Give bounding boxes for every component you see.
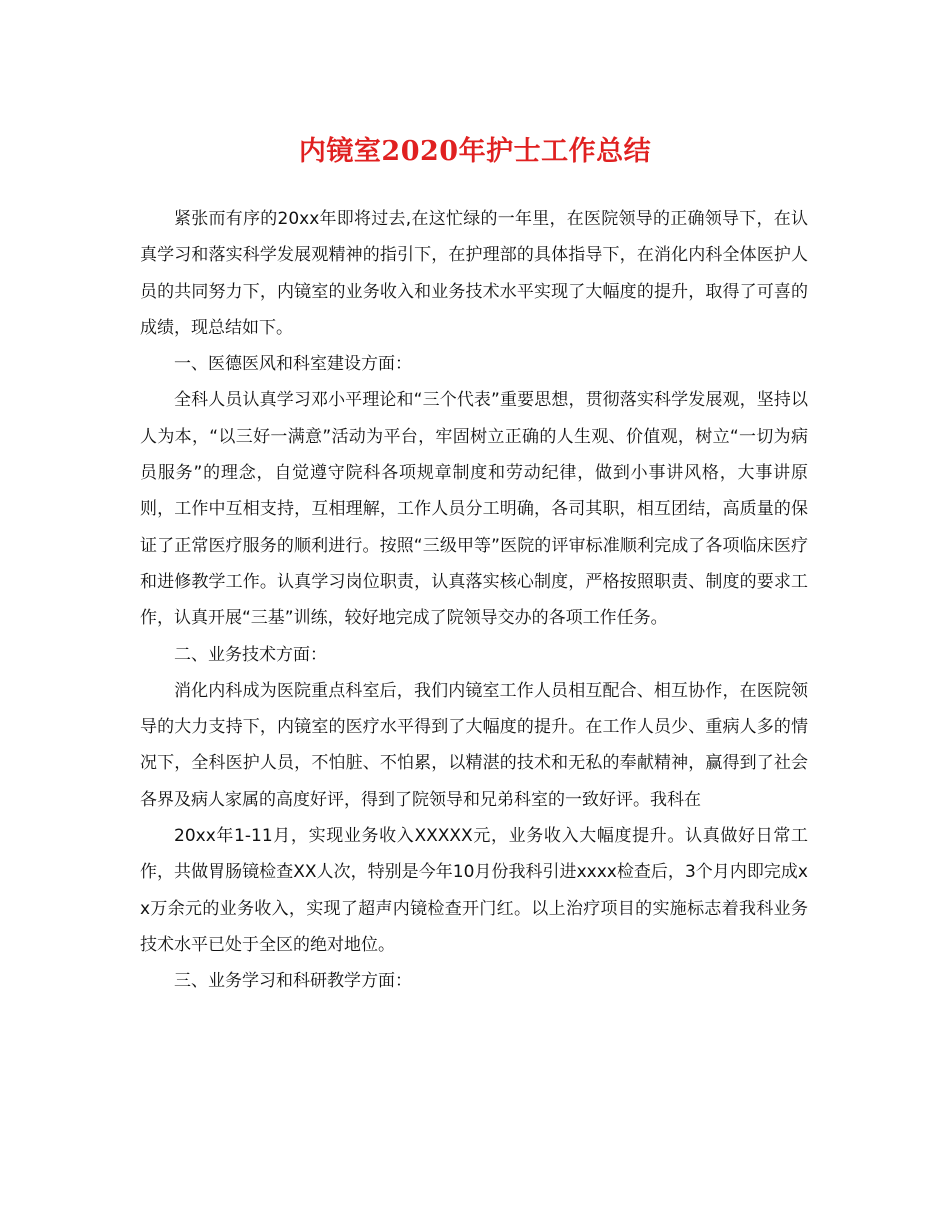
document-body [140, 201, 808, 1000]
document-title: 内镜室2020年护士工作总结 [298, 136, 652, 167]
paragraph-technique: 消化内科成为医院重点科室后，我们内镜室工作人员相互配合、相互协作，在医院领导的大力支持下，内镜室的医疗水平得到了大幅度的提升。在工作人员少、重病人多的情况下，全科医护人员，不怕脏、不怕累，以精湛的技术和无私的奉献精神，赢得到了社会各界及病人家属的高度好评，得到了院领导和兄弟科室的一致好评。我科在 [140, 680, 808, 810]
paragraph-revenue: 20xx年1-11月，实现业务收入XXXXX元，业务收入大幅度提升。认真做好日常工作，共做胃肠镜检查XX人次，特别是今年10月份我科引进xxxx检查后，3个月内即完成xx万余元的业务收入，实现了超声内镜检查开门红。以上治疗项目的实施标志着我科业务技术水平已处于全区的绝对地位。 [140, 826, 808, 955]
section-heading-technique: 二、业务技术方面： [174, 644, 327, 665]
paragraph-ethics: 全科人员认真学习邓小平理论和“三个代表”重要思想，贯彻落实科学发展观，坚持以人为本，“以三好一满意”活动为平台，牢固树立正确的人生观、价值观，树立“一切为病员服务”的理念，自觉遵守院科各项规章制度和劳动纪律，做到小事讲风格，大事讲原则，工作中互相支持，互相理解，工作人员分工明确，各司其职，相互团结，高质量的保证了正常医疗服务的顺利进行。按照“三级甲等”医院的评审标准顺利完成了各项临床医疗和进修教学工作。认真学习岗位职责，认真落实核心制度，严格按照职责、制度的要求工作，认真开展“三基”训练，较好地完成了院领导交办的各项工作任务。 [140, 390, 808, 629]
section-heading-study: 三、业务学习和科研教学方面： [174, 971, 412, 992]
section-heading-ethics: 一、医德医风和科室建设方面： [174, 354, 412, 375]
paragraph-intro: 紧张而有序的20xx年即将过去,在这忙绿的一年里，在医院领导的正确领导下，在认真学习和落实科学发展观精神的指引下，在护理部的具体指导下，在消化内科全体医护人员的共同努力下，内镜室的业务收入和业务技术水平实现了大幅度的提升，取得了可喜的成绩，现总结如下。 [140, 209, 808, 338]
